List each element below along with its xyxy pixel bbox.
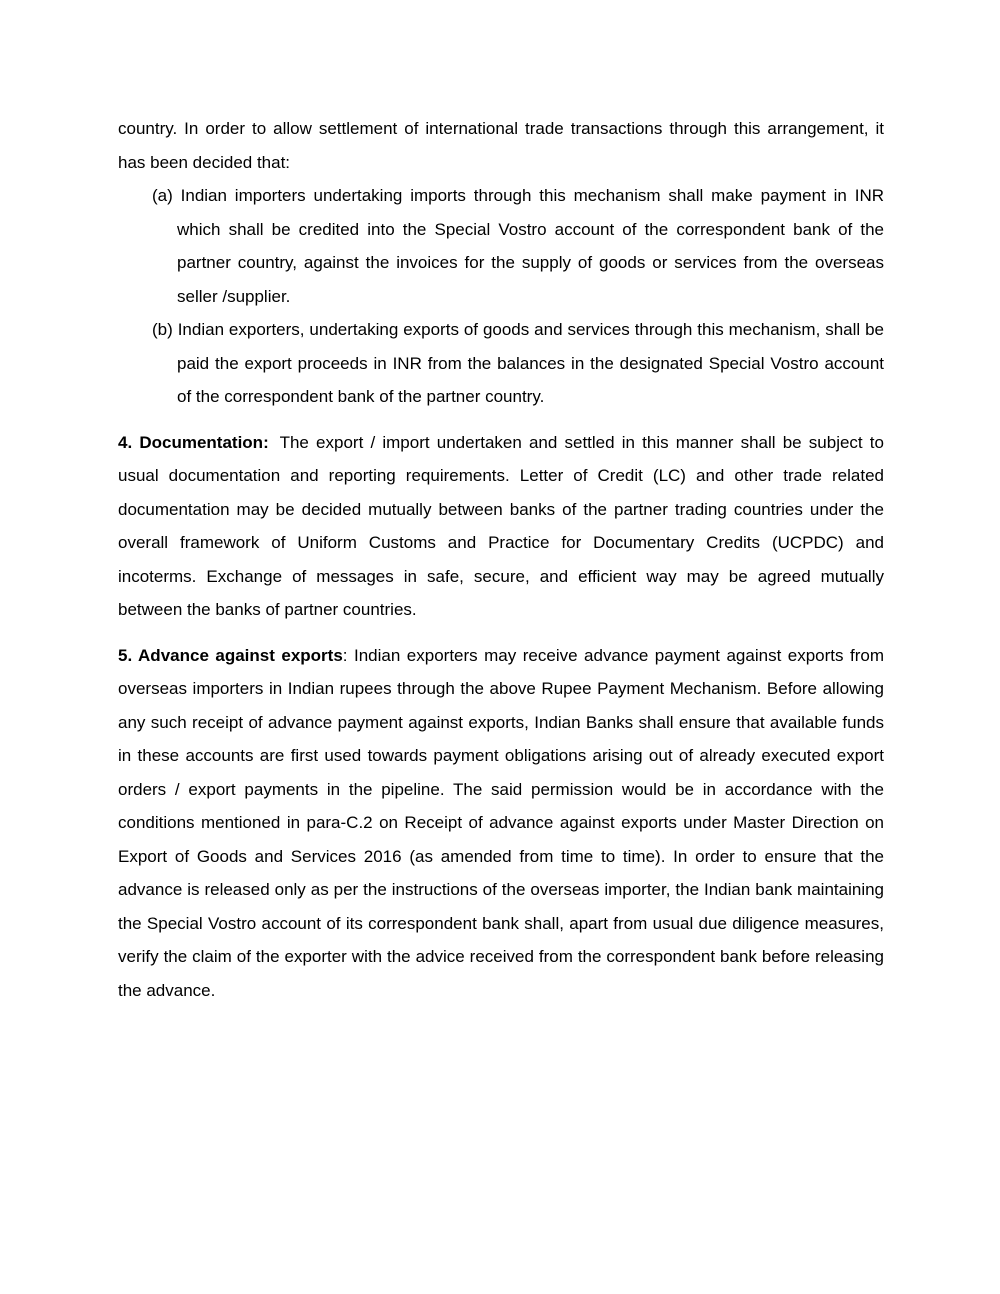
section-4-body: The export / import undertaken and settled in this manner shall be subject to usual documentation and reporting requirements. Letter of Credit (LC) and other trade related documentation may be decided mutually between banks of the partner trading countries under the overall framework of Uniform Customs and Practice for Documentary Credits (UCPDC) and incoterms. Exchange of messages in safe, secure, and efficient way may be agreed mutually between the banks of partner countries. [118, 432, 884, 619]
list-item-a [152, 179, 884, 313]
list-text-a: Indian importers undertaking imports through this mechanism shall make payment in INR which shall be credited into the Special Vostro account of the correspondent bank of the partner country, against the invoices for the supply of goods or services from the overseas seller /supplier. [177, 186, 884, 306]
list-item-b [152, 313, 884, 414]
section-5-body: : Indian exporters may receive advance payment against exports from overseas importers in Indian rupees through the above Rupee Payment Mechanism. Before allowing any such receipt of advance payment against exports, Indian Banks shall ensure that available funds in these accounts are first used towards payment obligations arising out of already executed export orders / export payments in the pipeline. The said permission would be in accordance with the conditions mentioned in para-C.2 on Receipt of advance against exports under Master Direction on Export of Goods and Services 2016 (as amended from time to time). In order to ensure that the advance is released only as per the instructions of the overseas importer, the Indian bank maintaining the Special Vostro account of its correspondent bank shall, apart from usual due diligence measures, verify the claim of the exporter with the advice received from the correspondent bank before releasing the advance. [118, 645, 885, 1000]
intro-paragraph: country. In order to allow settlement of international trade transactions through this arrangement, it has been decided that: [118, 119, 884, 172]
section-4-paragraph [118, 426, 884, 627]
list-text-b: Indian exporters, undertaking exports of goods and services through this mechanism, shall be paid the export proceeds in INR from the balances in the designated Special Vostro account of the correspondent bank of the partner country. [177, 320, 884, 406]
section-5-paragraph [118, 639, 884, 1008]
list-marker-a: (a) [152, 186, 173, 205]
document-page [118, 112, 884, 1007]
section-5-heading: 5. Advance against exports [118, 645, 343, 665]
section-4-heading: 4. Documentation: [118, 432, 269, 452]
list-marker-b: (b) [152, 320, 173, 339]
